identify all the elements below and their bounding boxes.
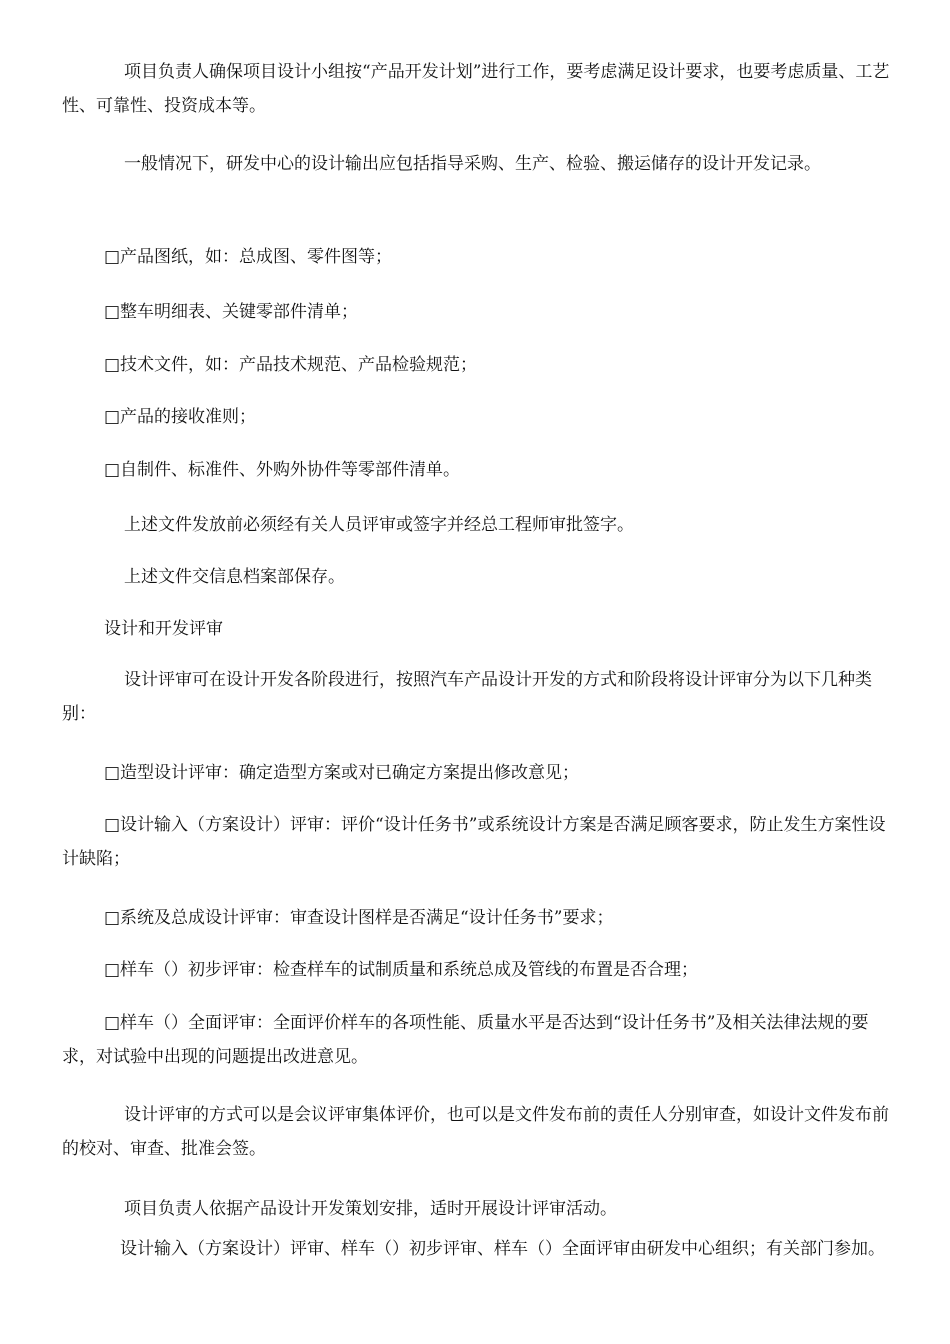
list-item-acceptance: □产品的接收准则； (104, 407, 257, 427)
list-item-styling-review: □造型设计评审：确定造型方案或对已确定方案提出修改意见； (104, 763, 580, 783)
list-item-prototype-initial: □样车（）初步评审：检查样车的试制质量和系统总成及管线的布置是否合理； (104, 960, 699, 980)
paragraph-project-leader: 项目负责人确保项目设计小组按“产品开发计划”进行工作，要考虑满足设计要求，也要考虑质量、工艺性、可靠性、投资成本等。 (62, 62, 890, 116)
list-item-input-review: □设计输入（方案设计）评审：评价“设计任务书”或系统设计方案是否满足顾客要求，防止发生方案性设计缺陷； (62, 815, 886, 869)
paragraph-review-activities: 项目负责人依据产品设计开发策划安排，适时开展设计评审活动。 (124, 1199, 617, 1219)
paragraph-review-organizer: 设计输入（方案设计）评审、样车（）初步评审、样车（）全面评审由研发中心组织；有关部门参加。 (120, 1239, 885, 1259)
list-item-drawings: □产品图纸，如：总成图、零件图等； (104, 247, 393, 267)
list-item-bom: □整车明细表、关键零部件清单； (104, 302, 359, 322)
list-item-system-review: □系统及总成设计评审：审查设计图样是否满足“设计任务书”要求； (104, 908, 614, 928)
list-item-tech-docs: □技术文件，如：产品技术规范、产品检验规范； (104, 355, 478, 375)
paragraph-archive: 上述文件交信息档案部保存。 (124, 567, 345, 587)
section-heading: 设计和开发评审 (104, 619, 223, 639)
paragraph-review-methods: 设计评审的方式可以是会议评审集体评价，也可以是文件发布前的责任人分别审查，如设计文件发布前的校对、审查、批准会签。 (62, 1105, 889, 1159)
paragraph-review-types: 设计评审可在设计开发各阶段进行，按照汽车产品设计开发的方式和阶段将设计评审分为以下几种类别： (62, 670, 872, 724)
paragraph-design-output: 一般情况下，研发中心的设计输出应包括指导采购、生产、检验、搬运储存的设计开发记录。 (124, 154, 821, 174)
paragraph-approval: 上述文件发放前必须经有关人员评审或签字并经总工程师审批签字。 (124, 515, 634, 535)
list-item-prototype-full: □样车（）全面评审：全面评价样车的各项性能、质量水平是否达到“设计任务书”及相关法律法规的要求，对试验中出现的问题提出改进意见。 (62, 1013, 869, 1067)
list-item-parts-list: □自制件、标准件、外购外协件等零部件清单。 (104, 460, 461, 480)
